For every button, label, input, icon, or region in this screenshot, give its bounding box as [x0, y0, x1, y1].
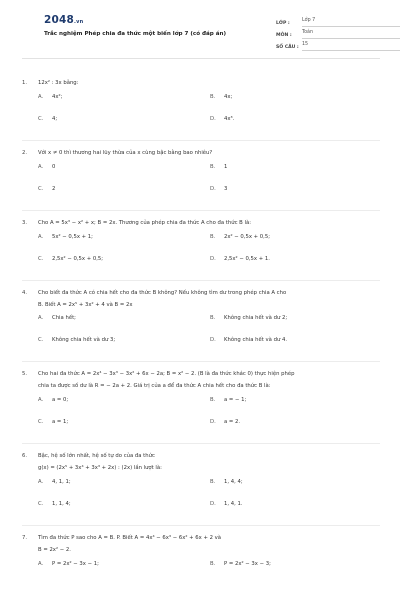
- option-text: 3: [224, 185, 228, 192]
- question-7: [22, 535, 380, 581]
- option-letter: A.: [38, 315, 44, 322]
- option-text: a = 1;: [52, 419, 69, 426]
- option-letter: B.: [210, 93, 216, 100]
- question-number: 7.: [22, 534, 28, 541]
- question-6: [22, 453, 380, 521]
- option-text: 2,5x² − 0,5x + 0,5;: [52, 255, 104, 262]
- meta-row-count: [276, 40, 400, 51]
- question-line: Cho biết đa thức A có chia hết cho đa thức B không? Nếu không tìm dư trong phép chia A cho: [38, 289, 287, 296]
- question-line: Tìm đa thức P sao cho A = B. P. Biết A = 4x⁴ − 6x³ − 6x² + 6x + 2 và: [38, 534, 221, 541]
- option-b[interactable]: [210, 313, 380, 335]
- question-stem: [22, 220, 380, 232]
- option-letter: B.: [210, 397, 216, 404]
- class-value: Lớp 7: [302, 18, 400, 26]
- question-text: [38, 220, 380, 232]
- option-a[interactable]: [38, 477, 210, 499]
- meta-info-box: [276, 16, 400, 52]
- option-text: Không chia hết và dư 4.: [224, 337, 288, 344]
- question-4: [22, 290, 380, 358]
- subject-label: MÔN :: [276, 32, 292, 38]
- option-letter: C.: [38, 255, 44, 262]
- question-line: Cho A = 5x³ − x² + x; B = 2x. Thương của phép chia đa thức A cho đa thức B là:: [38, 219, 251, 226]
- question-3: [22, 220, 380, 276]
- question-line: B. Biết A = 2x⁵ + 3x² + 4 và B = 2x: [38, 301, 133, 308]
- option-letter: B.: [210, 163, 216, 170]
- meta-row-subject: [276, 28, 400, 39]
- answer-options: [38, 232, 380, 276]
- question-stem: [22, 290, 380, 314]
- question-number: 6.: [22, 453, 28, 460]
- option-c[interactable]: [38, 335, 210, 357]
- option-text: P = 2x² − 3x − 3;: [224, 560, 271, 567]
- option-letter: C.: [38, 115, 44, 122]
- option-letter: B.: [210, 478, 216, 485]
- option-d[interactable]: [210, 335, 380, 357]
- option-text: 4x³.: [224, 115, 235, 122]
- option-a[interactable]: [38, 232, 210, 254]
- option-text: 1, 4, 4;: [224, 478, 243, 485]
- question-count-value: 15: [302, 42, 400, 50]
- option-letter: D.: [210, 115, 216, 122]
- option-d[interactable]: [210, 254, 380, 276]
- option-b[interactable]: [210, 162, 380, 184]
- subject-value: Toán: [302, 30, 400, 38]
- option-letter: C.: [38, 500, 44, 507]
- question-divider: [22, 525, 380, 526]
- option-letter: D.: [210, 419, 216, 426]
- question-line: Cho hai đa thức A = 2x⁴ − 3x³ − 3x² + 6x − 2a; B = x² − 2. (B là đa thức khác 0) thực hiện phép: [38, 371, 295, 378]
- option-b[interactable]: [210, 559, 380, 581]
- option-letter: A.: [38, 478, 44, 485]
- option-a[interactable]: [38, 92, 210, 114]
- option-letter: A.: [38, 93, 44, 100]
- option-a[interactable]: [38, 162, 210, 184]
- option-d[interactable]: [210, 114, 380, 136]
- question-text: [38, 371, 380, 395]
- question-text: [38, 80, 380, 92]
- option-text: 4x;: [224, 93, 233, 100]
- question-number: 2.: [22, 149, 28, 156]
- question-line: g(x) = (2x⁵ + 3x⁴ + 3x³ + 2x) : (2x) lần lượt là:: [38, 465, 162, 471]
- question-count-label: SỐ CÂU :: [276, 44, 299, 50]
- option-letter: D.: [210, 255, 216, 262]
- document-title: Trắc nghiệm Phép chia đa thức một biến lớp 7 (có đáp án): [44, 31, 227, 37]
- option-b[interactable]: [210, 395, 380, 417]
- answer-options: [38, 559, 380, 581]
- option-letter: B.: [210, 315, 216, 322]
- question-line: Bậc, hệ số lớn nhất, hệ số tự do của đa thức: [38, 453, 155, 460]
- option-text: 4x²;: [52, 93, 63, 100]
- option-text: 1: [224, 163, 228, 170]
- question-stem: [22, 371, 380, 395]
- question-5: [22, 371, 380, 439]
- question-line: chia ta được số dư là R = − 2a + 2. Giá trị của a để đa thức A chia hết cho đa thức B là:: [38, 383, 271, 390]
- header-divider: [22, 58, 380, 59]
- option-letter: D.: [210, 185, 216, 192]
- option-text: 4, 1, 1;: [52, 478, 71, 485]
- option-letter: D.: [210, 337, 216, 344]
- answer-options: [38, 477, 380, 521]
- option-text: Không chia hết và dư 2;: [224, 315, 288, 322]
- option-text: 1, 4, 1.: [224, 500, 243, 507]
- option-text: Không chia hết và dư 3;: [52, 337, 116, 344]
- option-a[interactable]: [38, 313, 210, 335]
- option-b[interactable]: [210, 477, 380, 499]
- question-divider: [22, 361, 380, 362]
- question-text: [38, 150, 380, 162]
- question-list: [22, 80, 380, 581]
- question-line: 12x² : 3x bằng:: [38, 80, 79, 86]
- answer-options: [38, 313, 380, 357]
- class-label: LỚP :: [276, 20, 290, 26]
- question-number: 4.: [22, 289, 28, 296]
- answer-options: [38, 395, 380, 439]
- question-divider: [22, 443, 380, 444]
- worksheet-header: [22, 0, 378, 58]
- option-c[interactable]: [38, 114, 210, 136]
- question-text: [38, 535, 380, 559]
- option-letter: B.: [210, 233, 216, 240]
- option-text: a = 0;: [52, 397, 69, 404]
- question-number: 5.: [22, 371, 28, 378]
- option-text: 1, 1, 4;: [52, 500, 71, 507]
- option-c[interactable]: [38, 184, 210, 206]
- question-number: 1.: [22, 80, 28, 86]
- option-text: a = 2.: [224, 419, 241, 426]
- option-text: Chia hết;: [52, 315, 76, 322]
- option-letter: A.: [38, 233, 44, 240]
- option-letter: C.: [38, 185, 44, 192]
- option-text: P = 2x² − 3x − 1;: [52, 560, 99, 567]
- option-text: 2x² − 0,5x + 0,5;: [224, 233, 271, 240]
- meta-row-class: [276, 16, 400, 27]
- option-letter: A.: [38, 163, 44, 170]
- option-b[interactable]: [210, 92, 380, 114]
- option-letter: C.: [38, 337, 44, 344]
- option-b[interactable]: [210, 232, 380, 254]
- question-stem: [22, 535, 380, 559]
- option-d[interactable]: [210, 417, 380, 439]
- question-stem: [22, 80, 380, 92]
- option-a[interactable]: [38, 395, 210, 417]
- question-1: [22, 80, 380, 136]
- option-text: 0: [52, 163, 56, 170]
- option-text: 2: [52, 185, 56, 192]
- question-divider: [22, 210, 380, 211]
- option-c[interactable]: [38, 499, 210, 521]
- logo-text: 2048: [44, 14, 75, 26]
- question-line: Với x ≠ 0 thì thương hai lũy thừa của x cùng bậc bằng bao nhiêu?: [38, 149, 213, 156]
- question-divider: [22, 280, 380, 281]
- option-text: 4;: [52, 115, 58, 122]
- question-text: [38, 290, 380, 314]
- option-c[interactable]: [38, 417, 210, 439]
- option-c[interactable]: [38, 254, 210, 276]
- site-logo[interactable]: [44, 14, 83, 28]
- option-text: 5x² − 0,5x + 1;: [52, 233, 93, 240]
- question-line: B = 2x² − 2.: [38, 546, 71, 553]
- option-text: 2,5x² − 0,5x + 1.: [224, 255, 270, 262]
- logo-suffix: .vn: [74, 19, 84, 25]
- question-number: 3.: [22, 219, 28, 226]
- answer-options: [38, 92, 380, 136]
- question-stem: [22, 150, 380, 162]
- question-2: [22, 150, 380, 206]
- option-letter: B.: [210, 560, 216, 567]
- option-letter: A.: [38, 560, 44, 567]
- question-text: [38, 453, 380, 477]
- option-text: a = − 1;: [224, 397, 247, 404]
- question-divider: [22, 140, 380, 141]
- option-letter: D.: [210, 500, 216, 507]
- option-d[interactable]: [210, 184, 380, 206]
- option-d[interactable]: [210, 499, 380, 521]
- option-letter: C.: [38, 419, 44, 426]
- question-stem: [22, 453, 380, 477]
- option-a[interactable]: [38, 559, 210, 581]
- option-letter: A.: [38, 397, 44, 404]
- answer-options: [38, 162, 380, 206]
